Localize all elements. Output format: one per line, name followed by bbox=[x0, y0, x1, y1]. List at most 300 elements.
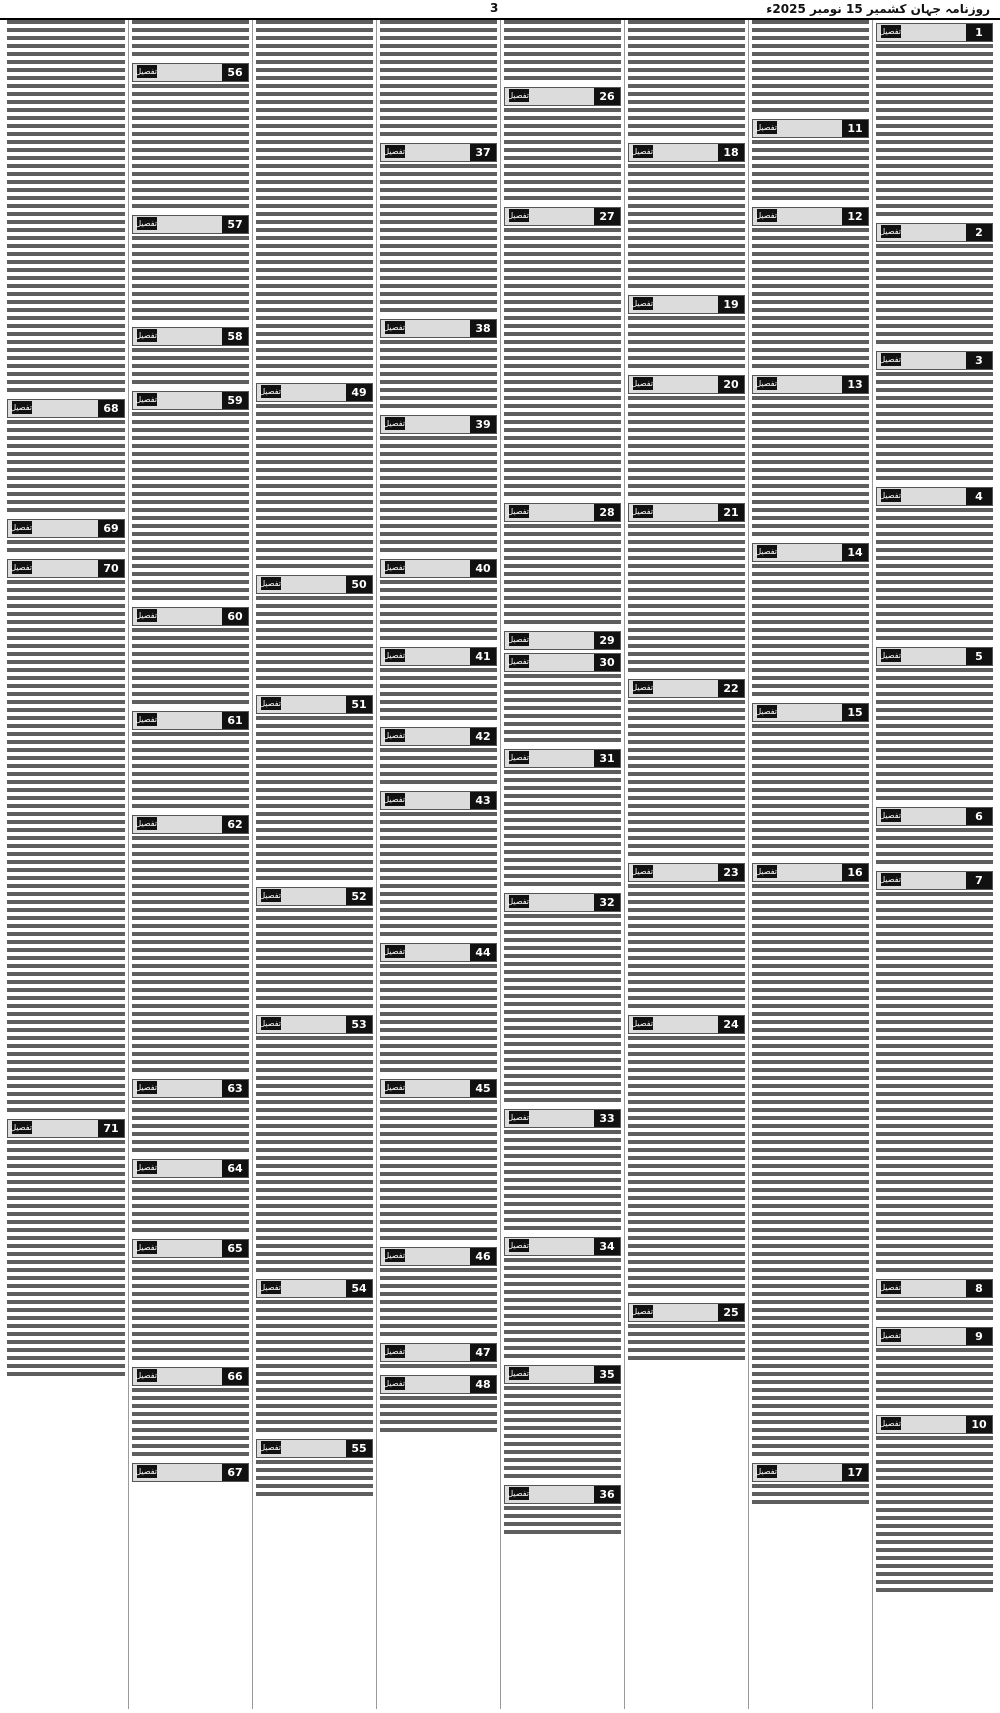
news-item-header-bar bbox=[132, 391, 249, 410]
news-item-number: 67 bbox=[222, 1464, 248, 1481]
page-number: 3 bbox=[490, 1, 499, 15]
news-item-tag: تفصیل bbox=[383, 1347, 405, 1356]
news-item bbox=[380, 559, 497, 644]
news-item-tag: تفصیل bbox=[383, 731, 405, 740]
news-item-number: 53 bbox=[346, 1016, 372, 1033]
news-item-number: 28 bbox=[594, 504, 620, 521]
news-item-tag: تفصیل bbox=[135, 1467, 157, 1476]
news-item-header-bar bbox=[380, 559, 497, 578]
news-item-header-bar bbox=[628, 679, 745, 698]
news-item-number: 1 bbox=[966, 24, 992, 41]
news-item bbox=[7, 519, 125, 556]
news-item-header-bar bbox=[132, 1367, 249, 1386]
news-item-tag: تفصیل bbox=[755, 123, 777, 132]
news-item-number: 18 bbox=[718, 144, 744, 161]
news-item-tag: تفصیل bbox=[507, 1369, 529, 1378]
news-item-body-text bbox=[132, 20, 249, 60]
news-item-number: 50 bbox=[346, 576, 372, 593]
news-item-header-bar bbox=[504, 893, 621, 912]
news-item-number: 39 bbox=[470, 416, 496, 433]
news-item bbox=[628, 1015, 745, 1300]
news-item-header-bar bbox=[752, 863, 869, 882]
news-item-header-bar bbox=[504, 1237, 621, 1256]
news-item-body-text bbox=[380, 1364, 497, 1372]
news-item-tag: تفصیل bbox=[631, 1019, 653, 1028]
news-item-number: 17 bbox=[842, 1464, 868, 1481]
news-item-number: 15 bbox=[842, 704, 868, 721]
news-item-header-bar bbox=[876, 1415, 993, 1434]
news-item bbox=[132, 1079, 249, 1156]
news-item-number: 62 bbox=[222, 816, 248, 833]
news-item-tag: تفصیل bbox=[383, 651, 405, 660]
news-item bbox=[380, 1343, 497, 1372]
news-item-header-bar bbox=[7, 399, 125, 418]
news-item-number: 31 bbox=[594, 750, 620, 767]
news-item-body-text bbox=[380, 668, 497, 724]
news-item-body-text bbox=[380, 340, 497, 412]
news-item-tag: تفصیل bbox=[10, 1123, 32, 1132]
news-item-header-bar bbox=[380, 1247, 497, 1266]
news-item-tag: تفصیل bbox=[135, 395, 157, 404]
news-item-body-text bbox=[504, 108, 621, 204]
news-item-tag: تفصیل bbox=[755, 379, 777, 388]
news-item-body-text bbox=[628, 884, 745, 1012]
news-item-number: 7 bbox=[966, 872, 992, 889]
news-item-tag: تفصیل bbox=[631, 1307, 653, 1316]
news-item bbox=[256, 20, 373, 380]
news-item-body-text bbox=[876, 44, 993, 220]
news-item bbox=[7, 1119, 125, 1380]
news-item-body-text bbox=[132, 412, 249, 604]
news-item bbox=[380, 727, 497, 788]
news-columns bbox=[4, 20, 996, 1709]
news-item-header-bar bbox=[752, 375, 869, 394]
news-item bbox=[256, 1015, 373, 1276]
news-item-header-bar bbox=[380, 143, 497, 162]
news-item-header-bar bbox=[256, 1279, 373, 1298]
news-item-number: 21 bbox=[718, 504, 744, 521]
news-item-number: 57 bbox=[222, 216, 248, 233]
news-item-body-text bbox=[504, 1258, 621, 1362]
news-item-header-bar bbox=[504, 1485, 621, 1504]
news-item-body-text bbox=[504, 770, 621, 890]
news-item-body-text bbox=[132, 628, 249, 708]
news-item-body-text bbox=[7, 1140, 125, 1380]
news-item-body-text bbox=[132, 836, 249, 1076]
news-item-tag: تفصیل bbox=[135, 1163, 157, 1172]
news-item-body-text bbox=[876, 244, 993, 348]
news-item bbox=[380, 943, 497, 1076]
news-item-body-text bbox=[132, 84, 249, 212]
news-item-header-bar bbox=[876, 23, 993, 42]
news-item-header-bar bbox=[7, 1119, 125, 1138]
news-item-header-bar bbox=[132, 1239, 249, 1258]
news-item-body-text bbox=[628, 396, 745, 500]
news-item-body-text bbox=[752, 20, 869, 116]
news-item-header-bar bbox=[504, 1365, 621, 1384]
news-item bbox=[256, 695, 373, 884]
news-item-tag: تفصیل bbox=[259, 1283, 281, 1292]
news-item-tag: تفصیل bbox=[383, 1379, 405, 1388]
news-item-number: 49 bbox=[346, 384, 372, 401]
news-item-tag: تفصیل bbox=[879, 651, 901, 660]
news-item-body-text bbox=[504, 1386, 621, 1482]
news-item bbox=[876, 807, 993, 868]
news-item-header-bar bbox=[132, 1463, 249, 1482]
news-item-tag: تفصیل bbox=[383, 1083, 405, 1092]
news-item-body-text bbox=[504, 524, 621, 628]
news-item-number: 44 bbox=[470, 944, 496, 961]
news-item bbox=[132, 815, 249, 1076]
news-item bbox=[132, 215, 249, 324]
news-item bbox=[752, 1463, 869, 1508]
news-item-body-text bbox=[132, 1388, 249, 1460]
news-item-tag: تفصیل bbox=[135, 1243, 157, 1252]
news-item-number: 19 bbox=[718, 296, 744, 313]
news-item-header-bar bbox=[7, 519, 125, 538]
news-item-tag: تفصیل bbox=[383, 147, 405, 156]
news-column bbox=[252, 20, 376, 1709]
news-item-header-bar bbox=[504, 631, 621, 650]
news-item bbox=[504, 1237, 621, 1362]
news-item-tag: تفصیل bbox=[631, 299, 653, 308]
news-item-header-bar bbox=[752, 543, 869, 562]
news-item-tag: تفصیل bbox=[383, 563, 405, 572]
news-item bbox=[628, 375, 745, 500]
news-item-tag: تفصیل bbox=[879, 1331, 901, 1340]
news-item bbox=[380, 143, 497, 316]
news-item bbox=[876, 1327, 993, 1412]
news-item-number: 14 bbox=[842, 544, 868, 561]
news-item-tag: تفصیل bbox=[507, 1113, 529, 1122]
news-item-header-bar bbox=[132, 1159, 249, 1178]
news-item-number: 35 bbox=[594, 1366, 620, 1383]
news-item-header-bar bbox=[628, 863, 745, 882]
news-item-number: 46 bbox=[470, 1248, 496, 1265]
news-item-header-bar bbox=[504, 1109, 621, 1128]
news-item bbox=[256, 1439, 373, 1500]
news-item-tag: تفصیل bbox=[135, 219, 157, 228]
news-item-header-bar bbox=[380, 647, 497, 666]
news-item-number: 69 bbox=[98, 520, 124, 537]
news-item-header-bar bbox=[628, 503, 745, 522]
news-item-number: 41 bbox=[470, 648, 496, 665]
news-item-tag: تفصیل bbox=[259, 1443, 281, 1452]
news-item-header-bar bbox=[132, 327, 249, 346]
news-item-tag: تفصیل bbox=[879, 1419, 901, 1428]
news-item-tag: تفصیل bbox=[135, 67, 157, 76]
news-item-tag: تفصیل bbox=[259, 891, 281, 900]
news-item-header-bar bbox=[380, 1343, 497, 1362]
news-item-tag: تفصیل bbox=[10, 523, 32, 532]
news-item-number: 36 bbox=[594, 1486, 620, 1503]
news-item-body-text bbox=[256, 908, 373, 1012]
news-item-number: 70 bbox=[98, 560, 124, 577]
news-item-header-bar bbox=[876, 1279, 993, 1298]
news-item-body-text bbox=[380, 964, 497, 1076]
news-item-tag: تفصیل bbox=[507, 1489, 529, 1498]
news-item-header-bar bbox=[504, 503, 621, 522]
news-item-header-bar bbox=[876, 1327, 993, 1346]
news-item-body-text bbox=[380, 580, 497, 644]
news-item-tag: تفصیل bbox=[879, 227, 901, 236]
news-item-body-text bbox=[876, 1436, 993, 1596]
news-item-header-bar bbox=[256, 1439, 373, 1458]
news-item-number: 3 bbox=[966, 352, 992, 369]
news-item-tag: تفصیل bbox=[135, 611, 157, 620]
news-item bbox=[256, 575, 373, 692]
news-item bbox=[7, 20, 125, 396]
news-item-header-bar bbox=[628, 143, 745, 162]
news-item-body-text bbox=[380, 1268, 497, 1340]
news-item-number: 2 bbox=[966, 224, 992, 241]
news-item bbox=[752, 863, 869, 1460]
news-item-body-text bbox=[256, 1036, 373, 1276]
news-item-number: 48 bbox=[470, 1376, 496, 1393]
news-item-number: 13 bbox=[842, 376, 868, 393]
news-item-number: 59 bbox=[222, 392, 248, 409]
news-item-header-bar bbox=[504, 653, 621, 672]
news-column bbox=[500, 20, 624, 1709]
news-item-tag: تفصیل bbox=[259, 1019, 281, 1028]
news-item bbox=[132, 20, 249, 60]
news-item-header-bar bbox=[380, 1375, 497, 1394]
news-item-number: 29 bbox=[594, 632, 620, 649]
news-item-number: 30 bbox=[594, 654, 620, 671]
news-item-body-text bbox=[380, 20, 497, 140]
news-item-tag: تفصیل bbox=[507, 657, 529, 666]
news-item bbox=[504, 631, 621, 650]
news-item-header-bar bbox=[132, 215, 249, 234]
news-item-body-text bbox=[628, 164, 745, 292]
news-item-number: 4 bbox=[966, 488, 992, 505]
news-item-header-bar bbox=[504, 87, 621, 106]
news-item bbox=[7, 559, 125, 1116]
news-item bbox=[628, 20, 745, 140]
news-item bbox=[876, 223, 993, 348]
news-item-number: 33 bbox=[594, 1110, 620, 1127]
news-item-number: 12 bbox=[842, 208, 868, 225]
news-column bbox=[4, 20, 128, 1709]
news-item-tag: تفصیل bbox=[135, 331, 157, 340]
news-item-header-bar bbox=[256, 695, 373, 714]
news-item-body-text bbox=[132, 1100, 249, 1156]
news-item-body-text bbox=[256, 1300, 373, 1436]
news-item-number: 56 bbox=[222, 64, 248, 81]
news-item-body-text bbox=[876, 372, 993, 484]
news-item bbox=[132, 391, 249, 604]
news-item-header-bar bbox=[504, 749, 621, 768]
news-item-header-bar bbox=[380, 1079, 497, 1098]
news-item-number: 23 bbox=[718, 864, 744, 881]
news-item-body-text bbox=[876, 828, 993, 868]
news-item-number: 42 bbox=[470, 728, 496, 745]
news-item-number: 34 bbox=[594, 1238, 620, 1255]
news-item-tag: تفصیل bbox=[507, 897, 529, 906]
news-item-body-text bbox=[876, 892, 993, 1276]
news-item bbox=[876, 487, 993, 644]
news-item-number: 40 bbox=[470, 560, 496, 577]
news-item-tag: تفصیل bbox=[507, 753, 529, 762]
news-item-header-bar bbox=[256, 887, 373, 906]
news-item-body-text bbox=[380, 164, 497, 316]
news-item bbox=[132, 711, 249, 812]
news-item-body-text bbox=[380, 1396, 497, 1436]
news-item-header-bar bbox=[876, 487, 993, 506]
news-item-tag: تفصیل bbox=[383, 419, 405, 428]
news-item bbox=[504, 1365, 621, 1482]
news-item bbox=[752, 543, 869, 700]
news-item-header-bar bbox=[132, 815, 249, 834]
news-item-number: 9 bbox=[966, 1328, 992, 1345]
news-item bbox=[380, 1375, 497, 1436]
news-item-tag: تفصیل bbox=[879, 811, 901, 820]
news-item-body-text bbox=[7, 580, 125, 1116]
news-item-tag: تفصیل bbox=[135, 1083, 157, 1092]
news-item-body-text bbox=[628, 700, 745, 860]
news-item-number: 60 bbox=[222, 608, 248, 625]
news-item bbox=[752, 703, 869, 860]
news-item-body-text bbox=[132, 1180, 249, 1236]
news-item-header-bar bbox=[132, 63, 249, 82]
news-item-header-bar bbox=[504, 207, 621, 226]
news-item bbox=[504, 1109, 621, 1234]
news-item-header-bar bbox=[380, 943, 497, 962]
news-item-header-bar bbox=[7, 559, 125, 578]
news-item bbox=[256, 1279, 373, 1436]
news-item-tag: تفصیل bbox=[135, 715, 157, 724]
news-item bbox=[380, 791, 497, 940]
news-item bbox=[504, 207, 621, 500]
news-item bbox=[7, 399, 125, 516]
news-item bbox=[876, 1279, 993, 1324]
news-item-tag: تفصیل bbox=[879, 875, 901, 884]
news-item-body-text bbox=[380, 436, 497, 556]
news-item bbox=[380, 415, 497, 556]
news-item-header-bar bbox=[380, 727, 497, 746]
news-item-body-text bbox=[256, 404, 373, 572]
news-item-tag: تفصیل bbox=[755, 547, 777, 556]
news-item-body-text bbox=[132, 348, 249, 388]
news-item-tag: تفصیل bbox=[507, 635, 529, 644]
news-item-number: 32 bbox=[594, 894, 620, 911]
news-item-tag: تفصیل bbox=[631, 867, 653, 876]
news-item-tag: تفصیل bbox=[507, 211, 529, 220]
news-item-number: 24 bbox=[718, 1016, 744, 1033]
news-item bbox=[380, 319, 497, 412]
news-item bbox=[132, 327, 249, 388]
news-column bbox=[872, 20, 996, 1709]
news-item-tag: تفصیل bbox=[135, 1371, 157, 1380]
news-item-header-bar bbox=[132, 607, 249, 626]
news-item-tag: تفصیل bbox=[755, 211, 777, 220]
news-item-number: 45 bbox=[470, 1080, 496, 1097]
news-item-number: 64 bbox=[222, 1160, 248, 1177]
news-item bbox=[752, 375, 869, 540]
news-item-body-text bbox=[752, 724, 869, 860]
news-item-body-text bbox=[628, 524, 745, 676]
news-item-body-text bbox=[876, 1300, 993, 1324]
news-item-header-bar bbox=[132, 1079, 249, 1098]
news-item-body-text bbox=[504, 1130, 621, 1234]
news-item-number: 27 bbox=[594, 208, 620, 225]
news-item-header-bar bbox=[628, 1015, 745, 1034]
news-item-number: 58 bbox=[222, 328, 248, 345]
news-item-body-text bbox=[7, 20, 125, 396]
news-item-number: 54 bbox=[346, 1280, 372, 1297]
news-item bbox=[256, 887, 373, 1012]
news-item bbox=[628, 863, 745, 1012]
news-item-body-text bbox=[752, 1484, 869, 1508]
news-column bbox=[128, 20, 252, 1709]
news-item bbox=[256, 383, 373, 572]
news-item bbox=[876, 23, 993, 220]
news-item-body-text bbox=[752, 140, 869, 204]
news-item-body-text bbox=[504, 20, 621, 84]
news-item bbox=[752, 207, 869, 372]
news-item-header-bar bbox=[628, 375, 745, 394]
news-item-header-bar bbox=[752, 207, 869, 226]
news-item-body-text bbox=[628, 1324, 745, 1364]
news-item-header-bar bbox=[256, 1015, 373, 1034]
news-item-tag: تفصیل bbox=[507, 91, 529, 100]
news-item-tag: تفصیل bbox=[755, 1467, 777, 1476]
news-item-number: 25 bbox=[718, 1304, 744, 1321]
news-item-number: 52 bbox=[346, 888, 372, 905]
news-item bbox=[380, 647, 497, 724]
news-item-body-text bbox=[504, 1506, 621, 1538]
news-item-number: 61 bbox=[222, 712, 248, 729]
news-item-body-text bbox=[752, 884, 869, 1460]
news-item-header-bar bbox=[876, 871, 993, 890]
news-item-body-text bbox=[876, 508, 993, 644]
news-item bbox=[504, 87, 621, 204]
news-item-tag: تفصیل bbox=[507, 1241, 529, 1250]
news-item bbox=[132, 1463, 249, 1482]
news-item bbox=[504, 503, 621, 628]
news-item-header-bar bbox=[876, 807, 993, 826]
news-item bbox=[132, 1159, 249, 1236]
news-item-body-text bbox=[752, 564, 869, 700]
news-item-body-text bbox=[132, 1260, 249, 1364]
news-item-tag: تفصیل bbox=[755, 707, 777, 716]
news-item bbox=[504, 1485, 621, 1538]
news-item bbox=[752, 20, 869, 116]
news-item-header-bar bbox=[380, 319, 497, 338]
news-item-body-text bbox=[132, 236, 249, 324]
news-item bbox=[504, 653, 621, 746]
news-item-number: 11 bbox=[842, 120, 868, 137]
news-item-body-text bbox=[256, 20, 373, 380]
news-item-body-text bbox=[876, 668, 993, 804]
news-item-body-text bbox=[504, 674, 621, 746]
news-item-body-text bbox=[752, 228, 869, 372]
news-item-header-bar bbox=[876, 351, 993, 370]
news-item-body-text bbox=[380, 1100, 497, 1244]
news-item-body-text bbox=[876, 1348, 993, 1412]
news-item-body-text bbox=[504, 914, 621, 1106]
news-item-tag: تفصیل bbox=[259, 579, 281, 588]
news-column bbox=[748, 20, 872, 1709]
issue-line: روزنامہ جہان کشمیر 15 نومبر 2025ء bbox=[766, 2, 990, 16]
news-item-number: 51 bbox=[346, 696, 372, 713]
news-item-number: 22 bbox=[718, 680, 744, 697]
news-column bbox=[624, 20, 748, 1709]
news-item bbox=[380, 20, 497, 140]
news-item-header-bar bbox=[256, 383, 373, 402]
news-item-tag: تفصیل bbox=[10, 403, 32, 412]
news-item-tag: تفصیل bbox=[631, 147, 653, 156]
